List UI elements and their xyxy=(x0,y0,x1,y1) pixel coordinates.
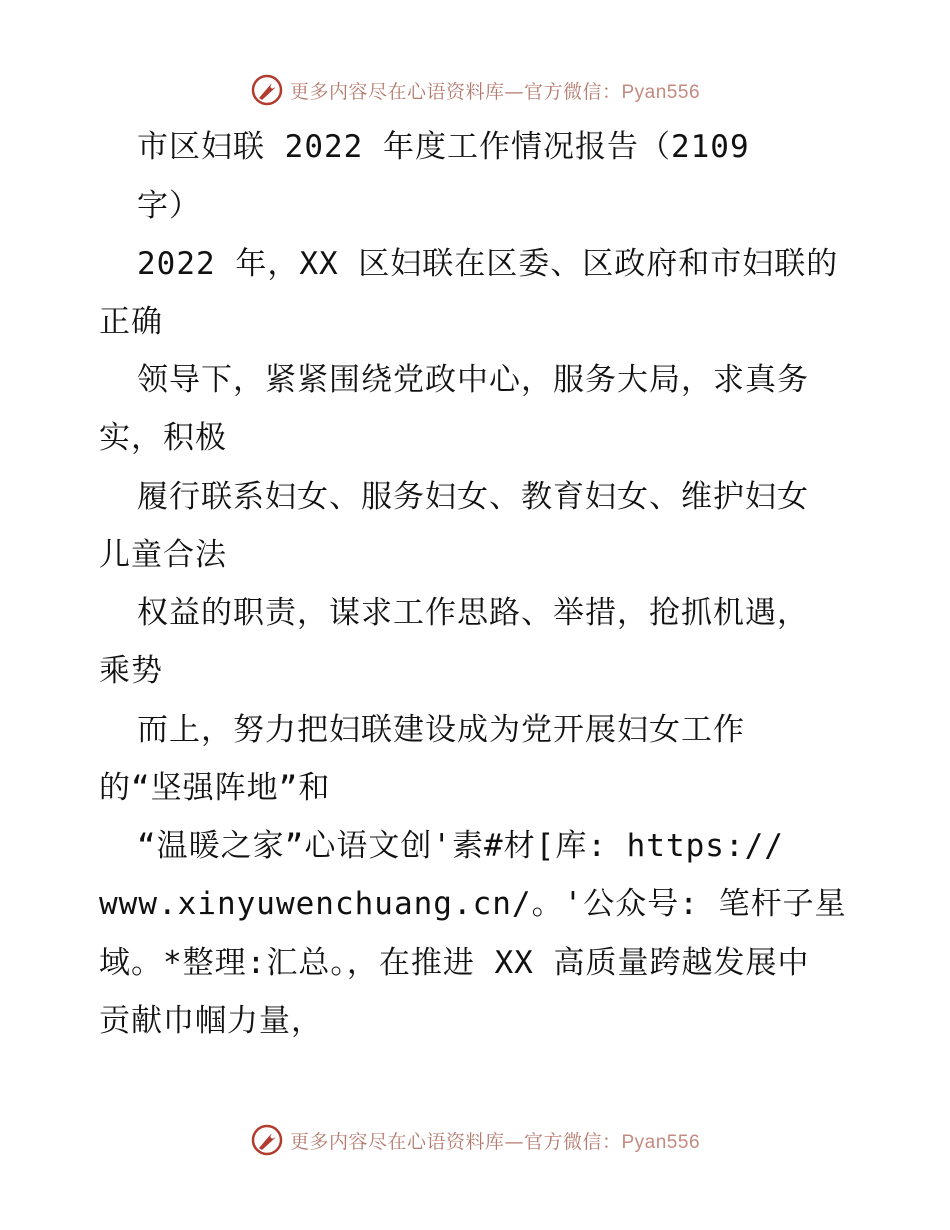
paragraph-line: 履行联系妇女、服务妇女、教育妇女、维护妇女 xyxy=(137,479,809,515)
banner-text: 更多内容尽在心语资料库—官方微信：Pyan556 xyxy=(289,80,701,103)
paragraph-line: 领导下，紧紧围绕党政中心，服务大局，求真务 xyxy=(137,362,809,398)
paragraph-line: 的“坚强阵地”和 xyxy=(99,770,331,806)
header-banner xyxy=(0,70,950,110)
pen-nib-logo-icon xyxy=(250,73,284,107)
paragraph-line: 儿童合法 xyxy=(99,537,227,573)
wechat-id: Pyan556 xyxy=(621,1131,701,1153)
paragraph-line: www.xinyuwenchuang.cn/。'公众号: 笔杆子星 xyxy=(99,886,847,922)
paragraph-line: 实，积极 xyxy=(99,420,227,456)
paragraph-line: 权益的职责，谋求工作思路、举措，抢抓机遇， xyxy=(137,595,809,631)
paragraph-line: 贡献巾帼力量， xyxy=(99,1003,323,1039)
wechat-id: Pyan556 xyxy=(621,81,701,103)
paragraph-line: 2022 年，XX 区妇联在区委、区政府和市妇联的 xyxy=(137,246,839,282)
footer-banner xyxy=(0,1120,950,1160)
banner-text: 更多内容尽在心语资料库—官方微信：Pyan556 xyxy=(289,1130,701,1153)
paragraph-line: 域。*整理:汇总。，在推进 XX 高质量跨越发展中 xyxy=(99,945,810,981)
paragraph-line: 正确 xyxy=(99,304,163,340)
paragraph-line: 而上，努力把妇联建设成为党开展妇女工作 xyxy=(137,712,745,748)
title-line-1: 市区妇联 2022 年度工作情况报告（2109 xyxy=(137,129,750,165)
title-line-2: 字） xyxy=(137,188,201,224)
paragraph-line: 乘势 xyxy=(99,653,163,689)
paragraph-line: “温暖之家”心语文创'素#材[库: https:// xyxy=(137,828,784,864)
pen-nib-logo-icon xyxy=(250,1123,284,1157)
